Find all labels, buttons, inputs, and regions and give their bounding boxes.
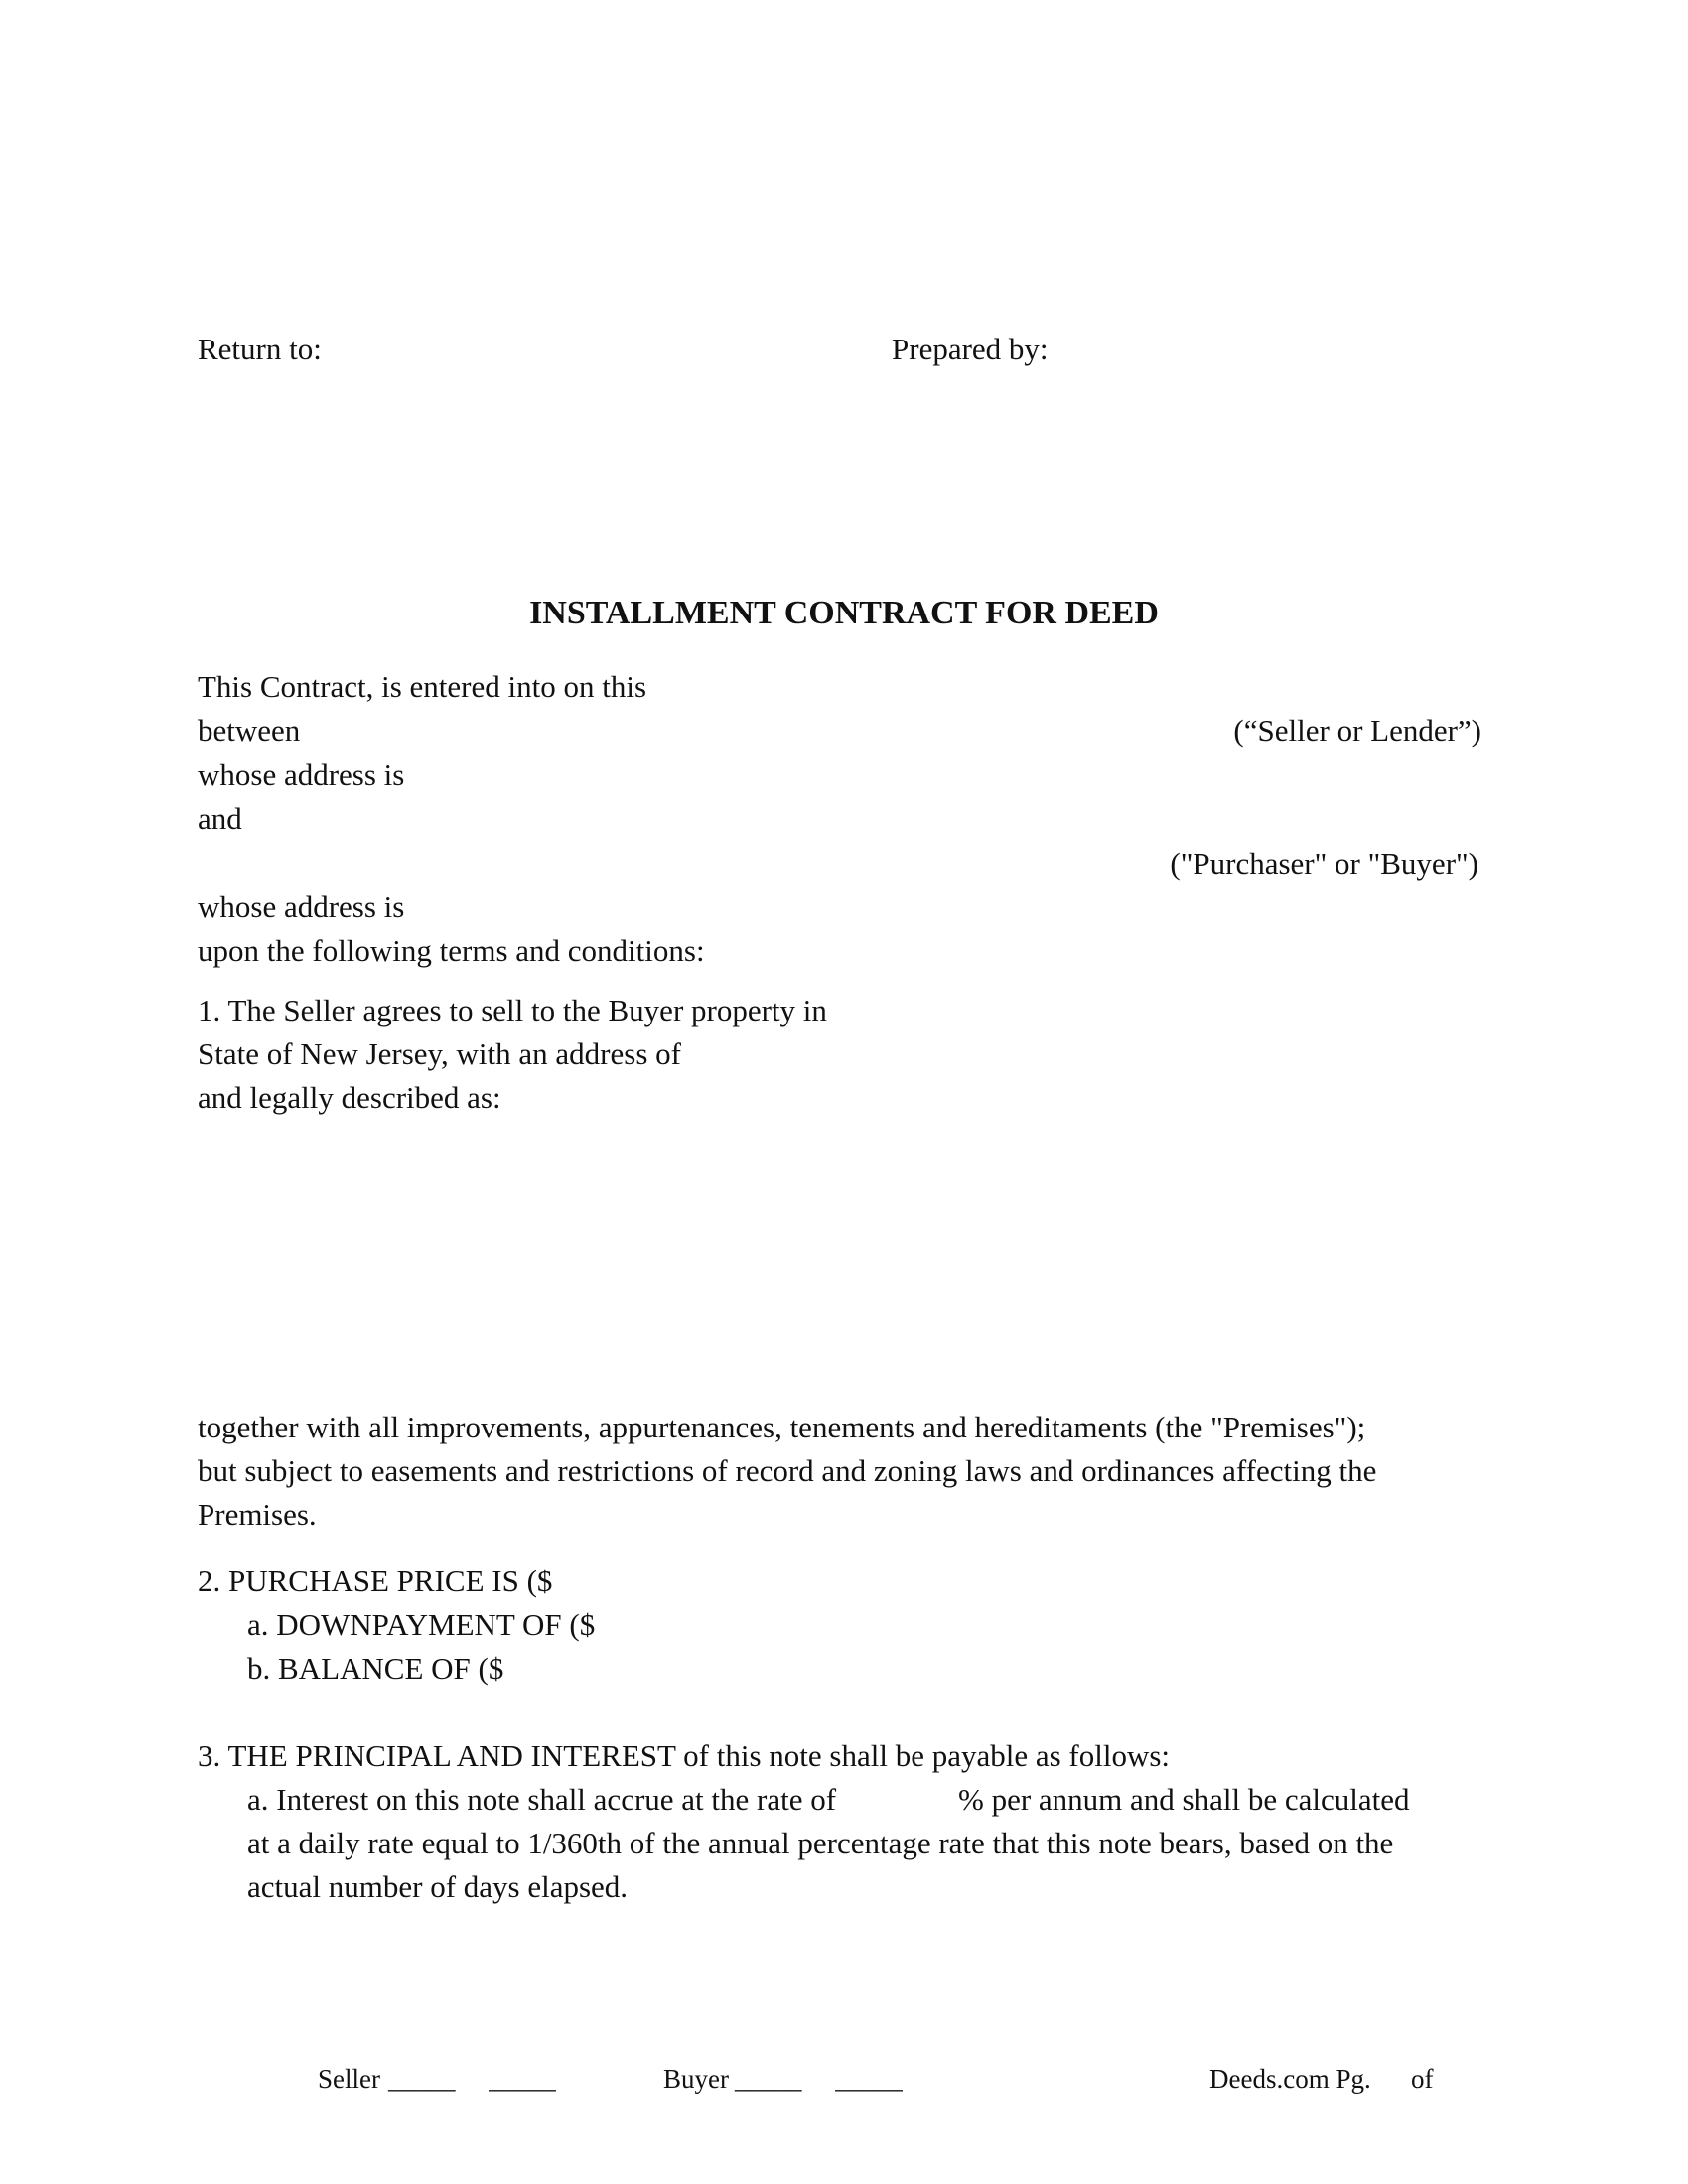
interest-rate-line-part2: % per annum and shall be calculated <box>958 1782 1410 1817</box>
footer-page-label: Deeds.com Pg. <box>1209 2064 1371 2094</box>
principal-interest-heading: 3. THE PRINCIPAL AND INTEREST of this note shall be payable as follows: <box>198 1738 1171 1773</box>
premises-line1: together with all improvements, appurtenances, tenements and hereditaments (the "Premises"); <box>198 1410 1366 1444</box>
footer-buyer-label: Buyer <box>663 2064 729 2094</box>
footer-buyer-initials: _____ _____ <box>735 2064 903 2094</box>
premises-line3: Premises. <box>198 1497 317 1532</box>
interest-rate-line-part1: a. Interest on this note shall accrue at the rate of <box>247 1782 837 1817</box>
interest-rate-line3: actual number of days elapsed. <box>247 1869 629 1904</box>
section1-line2: State of New Jersey, with an address of <box>198 1036 681 1071</box>
between-label: between <box>198 713 301 748</box>
contract-date-line: This Contract, is entered into on this <box>198 669 647 704</box>
balance-line: b. BALANCE OF ($ <box>247 1651 504 1686</box>
return-to-label: Return to: <box>198 332 322 366</box>
footer-of-label: of <box>1411 2064 1434 2094</box>
seller-tag: (“Seller or Lender”) <box>1233 713 1481 748</box>
footer-seller-initials: _____ _____ <box>388 2064 556 2094</box>
seller-address-label: whose address is <box>198 757 405 792</box>
buyer-tag: ("Purchaser" or "Buyer") <box>1170 846 1478 881</box>
buyer-address-label: whose address is <box>198 889 405 924</box>
footer-seller-label: Seller <box>318 2064 380 2094</box>
section1-line1: 1. The Seller agrees to sell to the Buyer property in <box>198 993 827 1027</box>
terms-intro: upon the following terms and conditions: <box>198 933 705 968</box>
premises-line2: but subject to easements and restrictions of record and zoning laws and ordinances affecting the <box>198 1453 1377 1488</box>
prepared-by-label: Prepared by: <box>892 332 1049 366</box>
interest-rate-line2: at a daily rate equal to 1/360th of the annual percentage rate that this note bears, based on the <box>247 1826 1394 1860</box>
section1-line3: and legally described as: <box>198 1080 501 1115</box>
purchase-price-heading: 2. PURCHASE PRICE IS ($ <box>198 1564 553 1598</box>
document-title: INSTALLMENT CONTRACT FOR DEED <box>529 595 1159 631</box>
downpayment-line: a. DOWNPAYMENT OF ($ <box>247 1607 596 1642</box>
and-label: and <box>198 801 242 836</box>
